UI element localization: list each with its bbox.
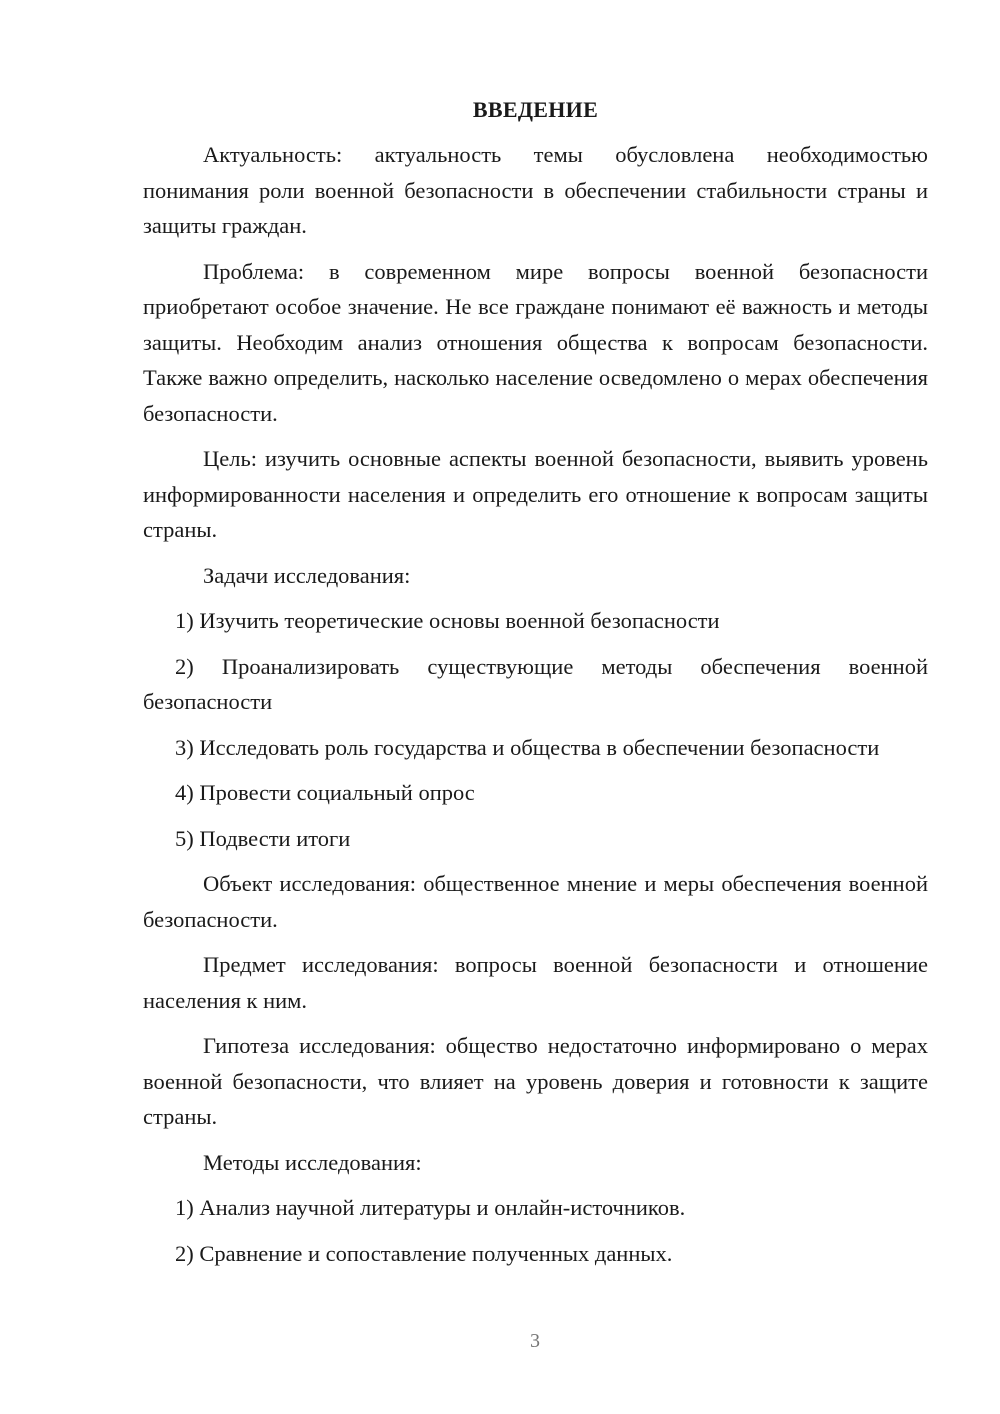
task-item-5: 5) Подвести итоги [175,825,351,851]
method-item-1: 1) Анализ научной литературы и онлайн-источников. [175,1195,686,1220]
paragraph-relevance: Актуальность: актуальность темы обусловлена необходимостью понимания роли военной безопасности в обеспечении стабильности страны и защиты граждан. [143,142,928,238]
task-item-3: 3) Исследовать роль государства и общества в обеспечении безопасности [175,734,880,760]
paragraph-methods-heading: Методы исследования: [203,1149,422,1175]
paragraph-object: Объект исследования: общественное мнение и меры обеспечения военной безопасности. [143,871,928,932]
section-title: ВВЕДЕНИЕ [472,97,599,122]
page-content [143,92,928,1281]
task-item-4: 4) Провести социальный опрос [175,780,475,805]
page-number: 3 [530,1330,540,1352]
method-item-2: 2) Сравнение и сопоставление полученных данных. [175,1240,673,1266]
paragraph-hypothesis: Гипотеза исследования: общество недостаточно информировано о мерах военной безопасности, что влияет на уровень доверия и готовности к защите страны. [143,1033,928,1129]
paragraph-goal: Цель: изучить основные аспекты военной безопасности, выявить уровень информированности населения и определить его отношение к вопросам защиты страны. [143,446,928,542]
task-item-1: 1) Изучить теоретические основы военной безопасности [175,608,720,633]
task-item-2: 2) Проанализировать существующие методы обеспечения военной безопасности [143,653,928,714]
paragraph-subject: Предмет исследования: вопросы военной безопасности и отношение населения к ним. [143,952,928,1013]
paragraph-tasks-heading: Задачи исследования: [203,562,411,588]
paragraph-problem: Проблема: в современном мире вопросы военной безопасности приобретают особое значение. Не все граждане понимают её важность и методы защиты. Необходим анализ отношения общества к вопросам безопасности. Также важно определить, насколько население осведомлено о мерах обеспечения безопасности. [143,258,928,426]
